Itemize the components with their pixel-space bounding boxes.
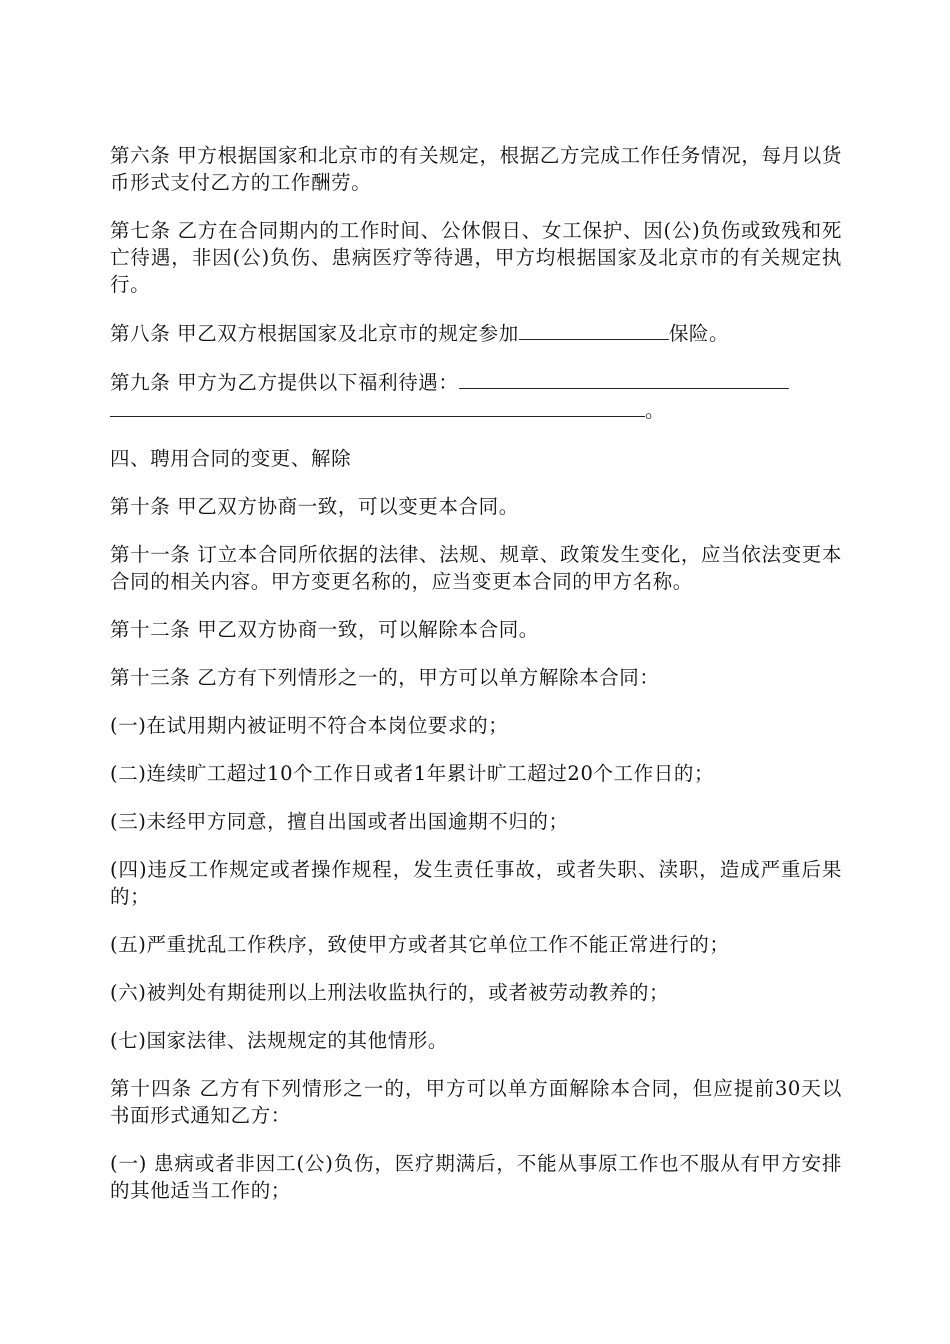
article-7: 第七条 乙方在合同期内的工作时间、公休假日、女工保护、因(公)负伤或致残和死亡待遇，非因(公)负伤、患病医疗等待遇，甲方均根据国家及北京市的有关规定执行。 bbox=[110, 219, 842, 296]
article-8 bbox=[110, 319, 842, 347]
article-6: 第六条 甲方根据国家和北京市的有关规定，根据乙方完成工作任务情况，每月以货币形式支付乙方的工作酬劳。 bbox=[110, 144, 842, 194]
article-8-suffix: 保险。 bbox=[668, 322, 730, 345]
article-13-item-5: (五)严重扰乱工作秩序，致使甲方或者其它单位工作不能正常进行的； bbox=[110, 933, 730, 956]
article-10: 第十条 甲乙双方协商一致，可以变更本合同。 bbox=[110, 495, 519, 518]
welfare-blank-field-1[interactable] bbox=[459, 368, 789, 389]
article-8-text: 第八条 甲乙双方根据国家及北京市的规定参加 bbox=[110, 322, 519, 345]
article-13-item-7: (七)国家法律、法规规定的其他情形。 bbox=[110, 1029, 449, 1052]
article-12: 第十二条 甲乙双方协商一致，可以解除本合同。 bbox=[110, 618, 539, 641]
article-9-text: 第九条 甲方为乙方提供以下福利待遇： bbox=[110, 371, 459, 394]
article-14-item-1: (一) 患病或者非因工(公)负伤，医疗期满后，不能从事原工作也不服从有甲方安排的其他适当工作的； bbox=[110, 1152, 842, 1202]
document-body bbox=[110, 142, 842, 1225]
article-13: 第十三条 乙方有下列情形之一的，甲方可以单方解除本合同： bbox=[110, 666, 660, 689]
article-13-item-2: (二)连续旷工超过10个工作日或者1年累计旷工超过20个工作日的； bbox=[110, 762, 715, 785]
article-11: 第十一条 订立本合同所依据的法律、法规、规章、政策发生变化，应当依法变更本合同的相关内容。甲方变更名称的，应当变更本合同的甲方名称。 bbox=[110, 543, 842, 593]
section-heading-4: 四、聘用合同的变更、解除 bbox=[110, 447, 352, 470]
article-9-suffix: 。 bbox=[645, 399, 666, 422]
article-13-item-1: (一)在试用期内被证明不符合本岗位要求的； bbox=[110, 714, 509, 737]
article-13-item-4: (四)违反工作规定或者操作规程，发生责任事故，或者失职、渎职，造成严重后果的； bbox=[110, 858, 842, 908]
article-13-item-3: (三)未经甲方同意，擅自出国或者出国逾期不归的； bbox=[110, 810, 569, 833]
insurance-blank-field[interactable] bbox=[519, 319, 669, 340]
article-13-item-6: (六)被判处有期徒刑以上刑法收监执行的，或者被劳动教养的； bbox=[110, 981, 670, 1004]
welfare-blank-field-2[interactable] bbox=[110, 396, 645, 417]
article-14: 第十四条 乙方有下列情形之一的，甲方可以单方面解除本合同，但应提前30天以书面形式通知乙方： bbox=[110, 1077, 842, 1127]
article-9 bbox=[110, 368, 842, 424]
